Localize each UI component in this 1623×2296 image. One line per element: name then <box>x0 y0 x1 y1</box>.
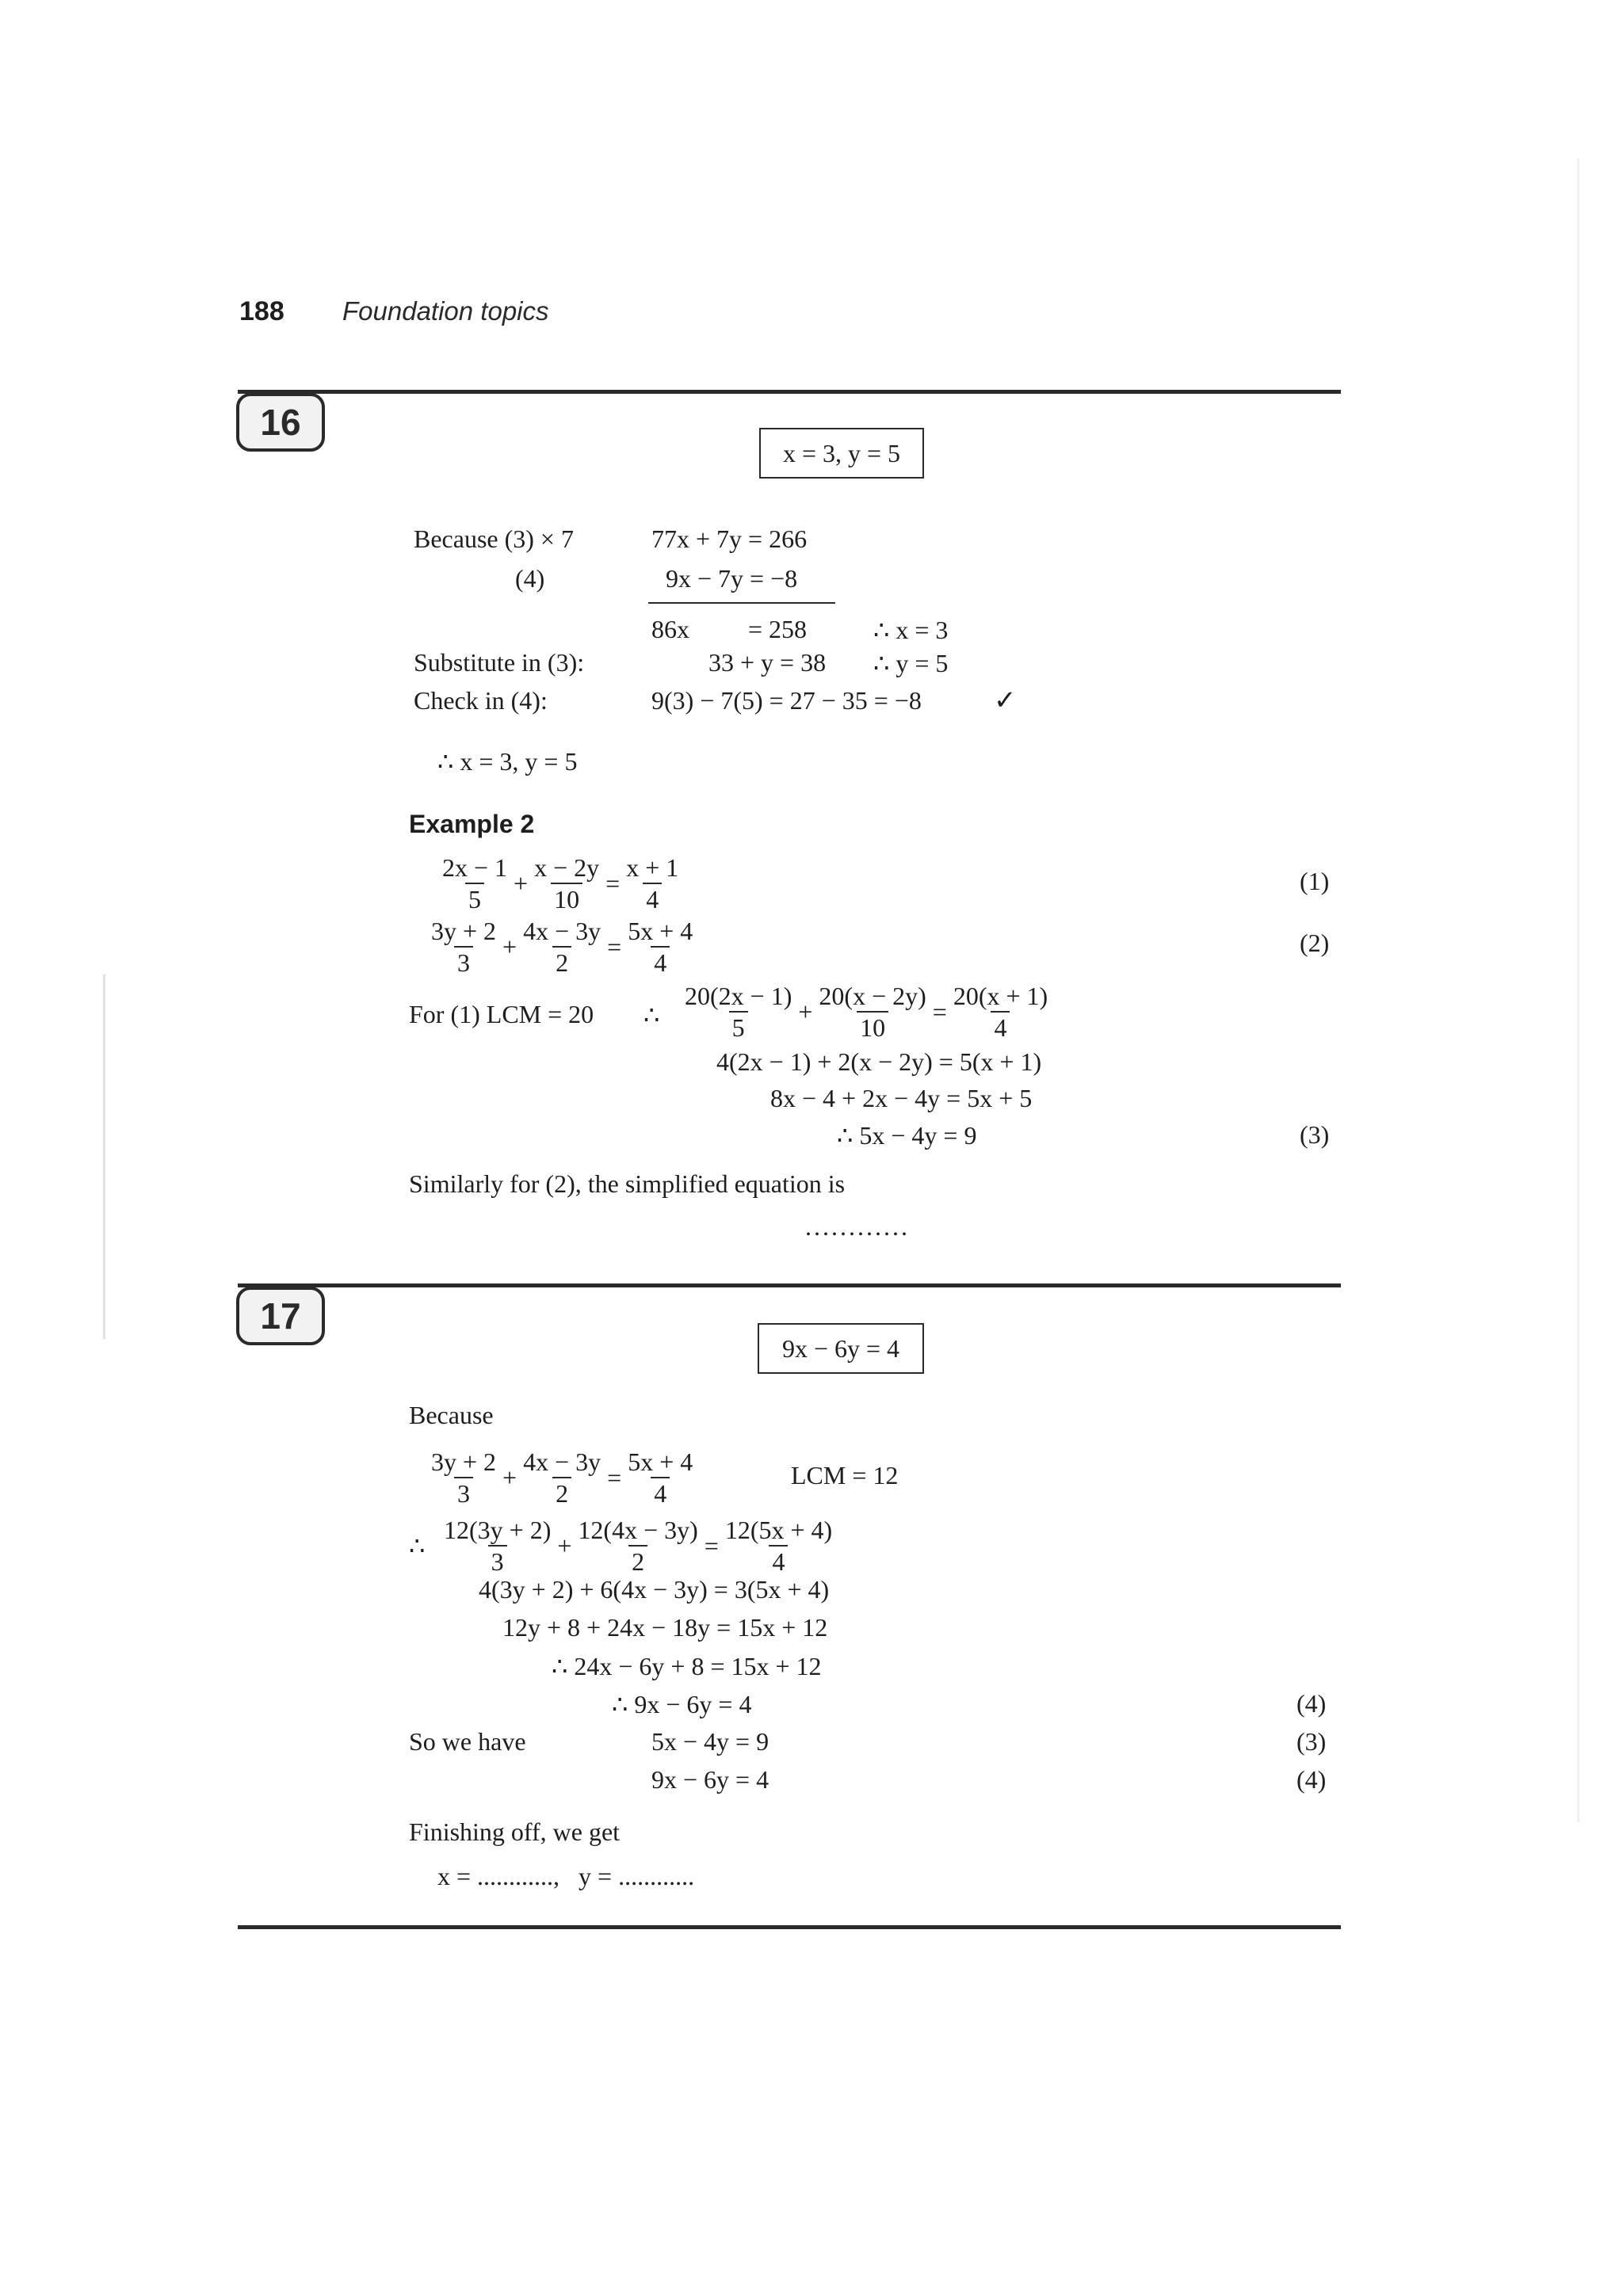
eqd-den-2: 2 <box>552 1477 571 1508</box>
eqe-op-1: + <box>557 1531 572 1560</box>
page-edge-shadow <box>1577 158 1579 1822</box>
step-17-3: ∴ 24x − 6y + 8 = 15x + 12 <box>552 1652 822 1680</box>
running-title: Foundation topics <box>342 296 549 326</box>
step-17-2: 12y + 8 + 24x − 18y = 15x + 12 <box>502 1613 828 1642</box>
equation-d <box>428 1447 696 1508</box>
eqc-op-2: = <box>932 997 947 1026</box>
system-eq-1-tag: (3) <box>1296 1727 1327 1756</box>
equation-2-tag: (2) <box>1300 929 1330 957</box>
eqe-num-2: 12(4x − 3y) <box>578 1516 698 1544</box>
elim-eq-1: 77x + 7y = 266 <box>651 524 808 553</box>
frame-17-badge: 17 <box>236 1287 325 1345</box>
elim-label-4: Check in (4): <box>414 686 548 715</box>
lcm-12: LCM = 12 <box>791 1461 899 1489</box>
elim-sum-rhs: = 258 <box>748 615 808 643</box>
frame-16-top-rule <box>238 390 1341 394</box>
eqe-num-3: 12(5x + 4) <box>724 1516 833 1544</box>
equation-e <box>441 1515 835 1577</box>
eqd-num-3: 5x + 4 <box>628 1447 693 1476</box>
elim-label-3: Substitute in (3): <box>414 648 585 677</box>
eqc-op-1: + <box>798 997 813 1026</box>
step-17-1: 4(3y + 2) + 6(4x − 3y) = 3(5x + 4) <box>479 1575 830 1604</box>
equation-lcm-20 <box>682 981 1051 1043</box>
eq2-num-1: 3y + 2 <box>431 917 497 945</box>
so-we-have: So we have <box>409 1727 526 1756</box>
check-mark: ✓ <box>994 686 1017 715</box>
example-heading: Example 2 <box>409 810 535 838</box>
elim-eq-4: 9(3) − 7(5) = 27 − 35 = −8 <box>651 686 922 715</box>
system-eq-2-tag: (4) <box>1296 1765 1327 1794</box>
eqe-den-2: 2 <box>628 1545 647 1577</box>
eqd-den-1: 3 <box>454 1477 473 1508</box>
similarly-text: Similarly for (2), the simplified equation is <box>409 1169 846 1198</box>
step-1: 4(2x − 1) + 2(x − 2y) = 5(x + 1) <box>716 1047 1042 1076</box>
eq2-den-3: 4 <box>651 946 670 978</box>
because-text: Because <box>409 1401 494 1429</box>
eqd-den-3: 4 <box>651 1477 670 1508</box>
step-3: ∴ 5x − 4y = 9 <box>837 1121 977 1150</box>
therefore-symbol: ∴ <box>643 1001 660 1029</box>
eqe-num-1: 12(3y + 2) <box>444 1516 552 1544</box>
eqc-den-3: 4 <box>991 1011 1010 1043</box>
elim-label-1: Because (3) × 7 <box>414 524 574 553</box>
system-eq-1: 5x − 4y = 9 <box>651 1727 769 1756</box>
frame-17-top-rule <box>238 1283 1341 1287</box>
step-3-tag: (3) <box>1300 1120 1330 1149</box>
eq1-num-2: x − 2y <box>534 853 600 882</box>
eq1-den-1: 5 <box>465 883 484 914</box>
final-answer-blanks: x = ............, y = ............ <box>437 1862 695 1890</box>
eqd-op-2: = <box>607 1463 622 1492</box>
eqd-num-2: 4x − 3y <box>523 1447 601 1476</box>
equation-1-tag: (1) <box>1300 867 1330 895</box>
eq2-num-3: 5x + 4 <box>628 917 693 945</box>
step-17-4: ∴ 9x − 6y = 4 <box>612 1690 752 1718</box>
eq2-op-1: + <box>502 932 517 961</box>
eqd-op-1: + <box>502 1463 517 1492</box>
elim-label-2: (4) <box>515 564 545 593</box>
equation-2 <box>428 916 696 978</box>
finishing-text: Finishing off, we get <box>409 1817 621 1846</box>
frame-16-result: ∴ x = 3, y = 5 <box>437 747 578 776</box>
eq1-den-3: 4 <box>643 883 662 914</box>
elim-conclusion-1: ∴ x = 3 <box>873 616 949 644</box>
system-eq-2: 9x − 6y = 4 <box>651 1765 769 1794</box>
answer-blank: ............ <box>805 1212 910 1241</box>
eq2-den-1: 3 <box>454 946 473 978</box>
eq2-op-2: = <box>607 932 622 961</box>
elim-eq-3: 33 + y = 38 <box>708 648 827 677</box>
eq1-op-2: = <box>605 868 621 898</box>
eqc-den-1: 5 <box>729 1011 748 1043</box>
elim-conclusion-2: ∴ y = 5 <box>873 649 949 677</box>
eqc-den-2: 10 <box>857 1011 888 1043</box>
eqc-num-2: 20(x − 2y) <box>819 982 926 1010</box>
elim-eq-2: 9x − 7y = −8 <box>666 564 798 593</box>
eqc-num-1: 20(2x − 1) <box>685 982 792 1010</box>
frame-17-bottom-rule <box>238 1925 1341 1929</box>
eqe-den-1: 3 <box>488 1545 507 1577</box>
equation-1 <box>439 852 682 914</box>
eq2-num-2: 4x − 3y <box>523 917 601 945</box>
frame-17-answer-box: 9x − 6y = 4 <box>758 1323 924 1374</box>
frame-16-badge: 16 <box>236 393 325 452</box>
eqc-num-3: 20(x + 1) <box>953 982 1048 1010</box>
page-number: 188 <box>239 296 285 326</box>
elim-sum-rule <box>648 602 835 604</box>
page-edge-shadow <box>103 974 105 1339</box>
eq1-num-3: x + 1 <box>626 853 679 882</box>
eq1-op-1: + <box>514 868 529 898</box>
eq1-den-2: 10 <box>551 883 582 914</box>
eqe-den-3: 4 <box>769 1545 788 1577</box>
lcm-label: For (1) LCM = 20 <box>409 1000 594 1028</box>
eqd-num-1: 3y + 2 <box>431 1447 497 1476</box>
eqe-op-2: = <box>704 1531 719 1560</box>
elim-sum: 86x <box>651 615 689 643</box>
eq1-num-1: 2x − 1 <box>442 853 508 882</box>
frame-16-answer-box: x = 3, y = 5 <box>759 428 924 479</box>
therefore-symbol-17: ∴ <box>409 1531 426 1560</box>
step-17-4-tag: (4) <box>1296 1689 1327 1718</box>
eq2-den-2: 2 <box>552 946 571 978</box>
step-2: 8x − 4 + 2x − 4y = 5x + 5 <box>770 1084 1033 1112</box>
